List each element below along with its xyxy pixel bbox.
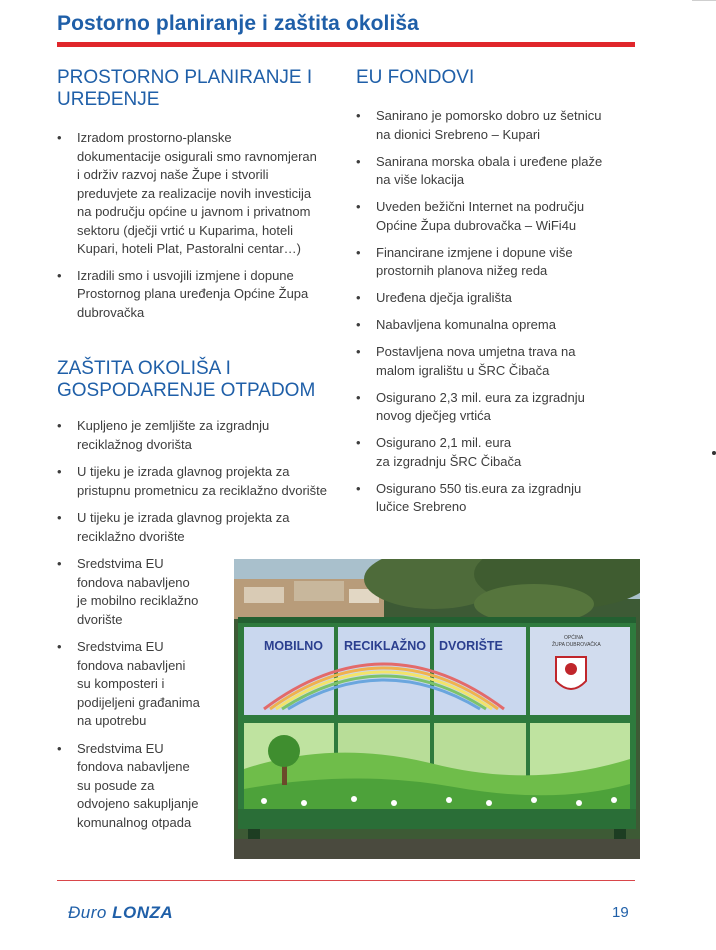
sign-word-dvoriste: DVORIŠTE: [439, 639, 503, 653]
brand-last-name: LONZA: [112, 903, 174, 922]
list-item: • Izradili smo i usvojili izmjene i dopune Prostornog plana uređenja Općine Župa dubrovačka: [57, 267, 342, 323]
section-heading-planning: PROSTORNO PLANIRANJE I UREĐENJE: [57, 67, 313, 110]
list-item: • Uređena dječja igrališta: [356, 289, 636, 308]
list-item: • Nabavljena komunalna oprema: [356, 316, 636, 335]
recycling-yard-photo: [234, 559, 640, 859]
crest-text-line-1: OPĆINA: [564, 635, 584, 641]
page-number: 19: [612, 904, 629, 921]
list-item: • Sredstvima EU fondova nabavljeno je mobilno reciklažno dvorište: [57, 555, 342, 629]
list-item: • U tijeku je izrada glavnog projekta za pristupnu prometnicu za reciklažno dvorište: [57, 463, 342, 500]
sign-word-mobilno: MOBILNO: [264, 639, 324, 653]
list-item: • Financirane izmjene i dopune više prostornih planova nižeg reda: [356, 244, 636, 281]
margin-dot: [712, 451, 716, 455]
planning-list: [57, 129, 342, 330]
list-item: • Uveden bežični Internet na području Općine Župa dubrovačka – WiFi4u: [356, 198, 636, 235]
section-heading-eu-funds: EU FONDOVI: [356, 67, 475, 88]
list-item: • Sanirana morska obala i uređene plaže na više lokacija: [356, 153, 636, 190]
list-item: • Postavljena nova umjetna trava na malom igralištu u ŠRC Čibača: [356, 343, 636, 380]
recycling-yard-illustration: [234, 559, 640, 859]
footer-rule: [57, 880, 635, 881]
list-item: • U tijeku je izrada glavnog projekta za reciklažno dvorište: [57, 509, 342, 546]
crest-text-line-2: ŽUPA DUBROVAČKA: [552, 642, 601, 648]
sign-word-reciklazno: RECIKLAŽNO: [344, 639, 426, 653]
brand-first-name: Đuro: [68, 903, 107, 922]
eu-funds-list: [356, 107, 636, 525]
list-item: • Izradom prostorno-planske dokumentacije osigurali smo ravnomjeran i održiv razvoj naše Župe i stvorili preduvjete za realizacije novih investicija na području općine u javnom i privatnom sektoru (dječji vrtić u Kuparima, hoteli Kupari, hoteli Plat, Pastoralni centar…): [57, 129, 342, 259]
footer-brand: [68, 903, 173, 923]
page-corner-mark: [692, 0, 716, 1]
section-heading-environment: ZAŠTITA OKOLIŠA I GOSPODARENJE OTPADOM: [57, 358, 316, 401]
title-underline: [57, 42, 635, 47]
list-item: • Osigurano 2,1 mil. eura za izgradnju ŠRC Čibača: [356, 434, 636, 471]
list-item: • Kupljeno je zemljište za izgradnju reciklažnog dvorišta: [57, 417, 342, 454]
list-item: • Sredstvima EU fondova nabavljene su posude za odvojeno sakupljanje komunalnog otpada: [57, 740, 342, 833]
list-item: • Sanirano je pomorsko dobro uz šetnicu na dionici Srebreno – Kupari: [356, 107, 636, 144]
list-item: • Osigurano 550 tis.eura za izgradnju lučice Srebreno: [356, 480, 636, 517]
page-title: Postorno planiranje i zaštita okoliša: [57, 12, 419, 35]
list-item: • Sredstvima EU fondova nabavljeni su komposteri i podijeljeni građanima na upotrebu: [57, 638, 342, 731]
list-item: • Osigurano 2,3 mil. eura za izgradnju novog dječjeg vrtića: [356, 389, 636, 426]
